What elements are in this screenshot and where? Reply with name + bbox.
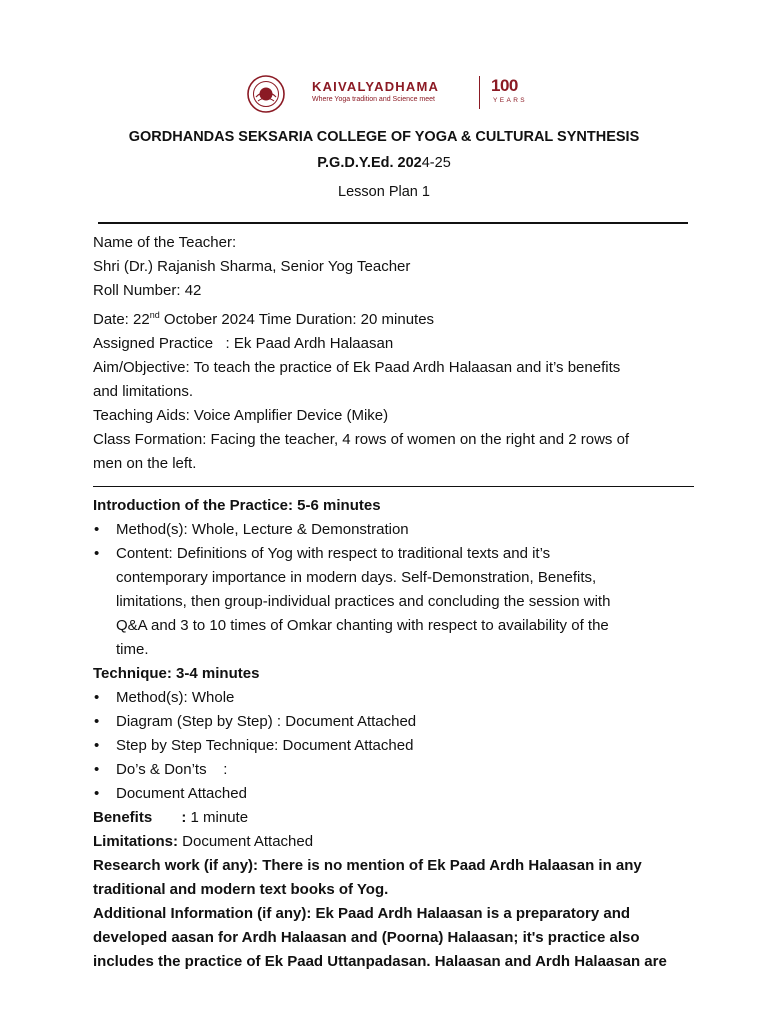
section-divider [93, 486, 694, 487]
years-number: 100 [491, 76, 518, 95]
formation-line-1: Class Formation: Facing the teacher, 4 rows of women on the right and 2 rows of [93, 431, 630, 448]
aim-line-2: and limitations. [93, 383, 194, 400]
technique-item: • Document Attached [93, 782, 713, 806]
intro-content-line: time. [116, 641, 149, 658]
intro-content-line: contemporary importance in modern days. Self-Demonstration, Benefits, [116, 569, 597, 586]
assigned-practice: Assigned Practice : Ek Paad Ardh Halaasan [93, 335, 394, 352]
research-line-2: traditional and modern text books of Yog. [93, 881, 389, 898]
technique-item: • Step by Step Technique: Document Attached [93, 734, 713, 758]
brand-tagline: Where Yoga tradition and Science meet [312, 96, 435, 103]
lesson-body [93, 494, 713, 974]
teacher-name: Shri (Dr.) Rajanish Sharma, Senior Yog Teacher [93, 258, 411, 275]
limitations-label: Limitations: [93, 833, 178, 850]
technique-item: • Diagram (Step by Step) : Document Attached [93, 710, 713, 734]
date-rest: October 2024 Time Duration: 20 minutes [159, 311, 435, 328]
logo-divider [479, 76, 480, 109]
benefits-line [93, 806, 713, 830]
research-line-1: Research work (if any): There is no mention of Ek Paad Ardh Halaasan in any [93, 857, 642, 874]
kaivalyadhama-seal-icon [246, 74, 286, 114]
header-divider [98, 222, 688, 224]
brand-name: KAIVALYADHAMA [312, 79, 440, 94]
teaching-aids: Teaching Aids: Voice Amplifier Device (Mike) [93, 407, 389, 424]
lesson-title: Lesson Plan 1 [338, 184, 430, 200]
benefits-value: 1 minute [186, 809, 249, 826]
limitations-line [93, 830, 713, 854]
additional-line-2: developed aasan for Ardh Halaasan and (Poorna) Halaasan; it's practice also [93, 929, 640, 946]
intro-content-line: limitations, then group-individual practices and concluding the session with [116, 593, 611, 610]
date-prefix: Date: 22 [93, 311, 150, 328]
intro-content-line: Q&A and 3 to 10 times of Omkar chanting with respect to availability of the [116, 617, 609, 634]
benefits-label: Benefits : [93, 809, 187, 826]
intro-title: Introduction of the Practice: 5-6 minutes [93, 497, 381, 514]
teacher-label: Name of the Teacher: [93, 234, 237, 251]
teacher-info [93, 231, 713, 476]
additional-line-3: includes the practice of Ek Paad Uttanpadasan. Halaasan and Ardh Halaasan are [93, 953, 667, 970]
years-text: YEARS [493, 97, 528, 104]
technique-item: • Method(s): Whole [93, 686, 713, 710]
aim-line-1: Aim/Objective: To teach the practice of Ek Paad Ardh Halaasan and it’s benefits [93, 359, 621, 376]
roll-number: Roll Number: 42 [93, 282, 202, 299]
intro-method: • Method(s): Whole, Lecture & Demonstration [93, 518, 713, 542]
formation-line-2: men on the left. [93, 455, 197, 472]
date-line [93, 303, 713, 332]
course-title-rest: 4-25 [421, 155, 451, 171]
date-suffix: nd [149, 310, 160, 320]
limitations-value: Document Attached [178, 833, 314, 850]
college-name: GORDHANDAS SEKSARIA COLLEGE OF YOGA & CULTURAL SYNTHESIS [128, 129, 640, 145]
course-title [0, 155, 768, 171]
technique-title: Technique: 3-4 minutes [93, 665, 260, 682]
technique-item: • Do’s & Don’ts : [93, 758, 713, 782]
intro-content-line: • Content: Definitions of Yog with respect to traditional texts and it’s [93, 542, 713, 566]
course-title-bold: P.G.D.Y.Ed. 202 [317, 155, 422, 171]
additional-line-1: Additional Information (if any): Ek Paad Ardh Halaasan is a preparatory and [93, 905, 631, 922]
kaivalyadhama-logo [246, 74, 546, 114]
